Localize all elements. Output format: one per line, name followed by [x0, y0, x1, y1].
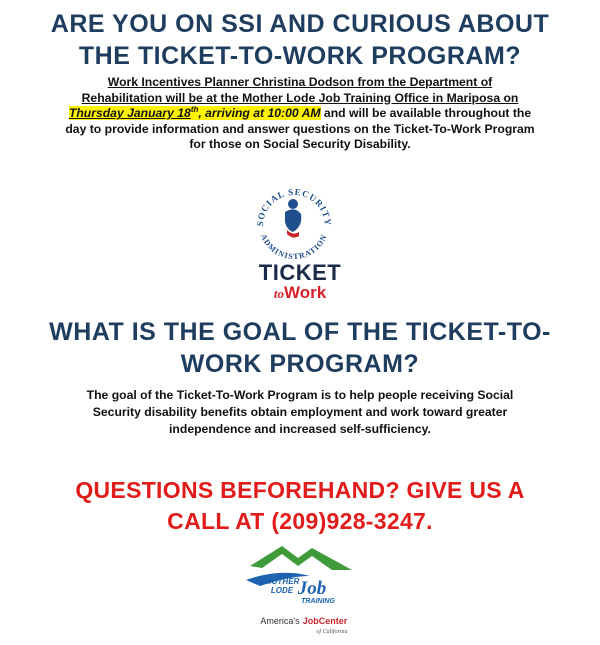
job-text: Job	[297, 578, 327, 599]
call-heading-line-1: QUESTIONS BEFOREHAND? GIVE US A	[75, 477, 525, 503]
highlight-sup: th	[190, 104, 199, 114]
ssa-top-textpath: SOCIAL SECURITY	[254, 186, 334, 227]
intro-underlined-1: Work Incentives Planner Christina Dodson from the Department of	[107, 75, 493, 89]
ssa-bottom-textpath: ADMINISTRATION	[258, 232, 330, 262]
lode-text: LODE	[270, 586, 294, 595]
goal-paragraph: The goal of the Ticket-To-Work Program is to help people receiving Social Security disability benefits obtain employment and work toward greater independence and increased self-sufficiency.	[86, 388, 514, 436]
americas-text: America's	[260, 616, 300, 626]
intro-rest: and will be available throughout the day to provide information and answer questions on the Ticket-To-Work Program for those on Social Security Disability.	[65, 106, 535, 151]
training-text: TRAINING	[301, 598, 335, 605]
heading-line-2: THE TICKET-TO-WORK PROGRAM?	[78, 42, 522, 70]
to-work-words	[228, 284, 372, 303]
heading-goal-question	[40, 316, 560, 380]
call-heading	[40, 475, 560, 537]
goal-heading-line-1: WHAT IS THE GOAL OF THE TICKET-TO-	[49, 318, 551, 346]
ticket-word: TICKET	[258, 260, 342, 285]
ssa-eagle-icon	[285, 199, 301, 238]
mother-text: MOTHER	[264, 577, 300, 586]
ticket-to-work-logo	[228, 262, 372, 303]
highlight-date: Thursday January 18	[68, 106, 191, 120]
intro-paragraph	[62, 75, 538, 153]
heading-ssi-question	[40, 8, 560, 72]
jobcenter-text: JobCenter	[302, 616, 348, 626]
ssa-seal-logo	[249, 178, 339, 268]
intro-highlight	[69, 106, 321, 120]
of-california-text: of California	[316, 629, 348, 635]
mountains-icon	[250, 546, 352, 570]
mother-lode-job-training-logo	[240, 540, 365, 640]
work-word: Work	[283, 283, 327, 302]
heading-line-1: ARE YOU ON SSI AND CURIOUS ABOUT	[50, 10, 550, 38]
to-word: to	[273, 286, 284, 301]
highlight-time: , arriving at 10:00 AM	[198, 106, 321, 120]
intro-underlined-2: Rehabilitation will be at the Mother Lode Job Training Office in Mariposa on	[81, 90, 519, 105]
goal-heading-line-2: WORK PROGRAM?	[180, 350, 420, 378]
call-heading-line-2: CALL AT (209)928-3247.	[167, 508, 433, 534]
